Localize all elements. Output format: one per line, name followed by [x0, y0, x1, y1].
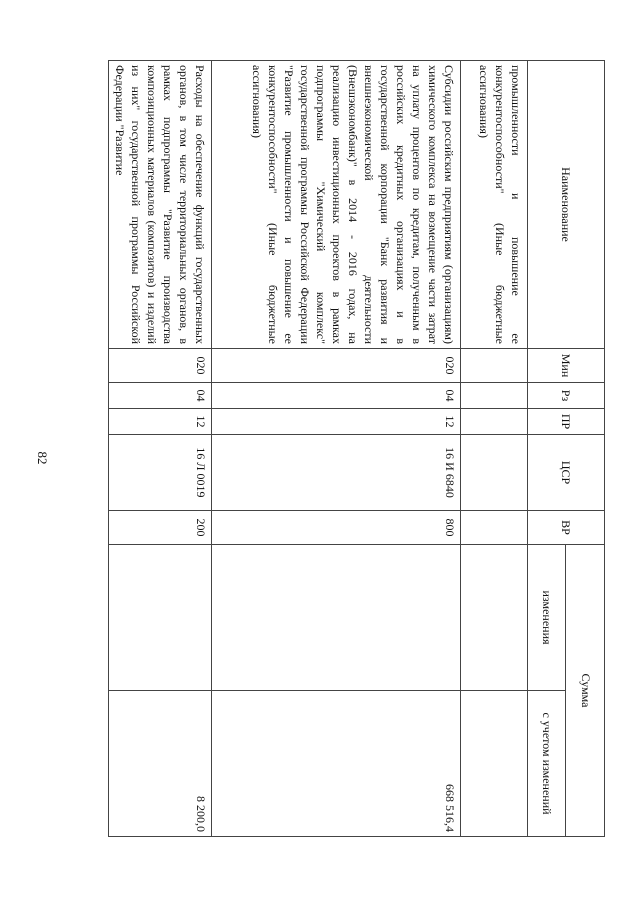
- row-name: промышленности и повышение ее конкурентоспособности" (Иные бюджетные ассигнования): [461, 61, 528, 349]
- header-rz: Рз: [528, 383, 605, 409]
- row-changes: [212, 545, 461, 691]
- header-csr: ЦСР: [528, 435, 605, 511]
- header-vr: ВР: [528, 511, 605, 545]
- row-min: 020: [212, 349, 461, 383]
- row-min: [461, 349, 528, 383]
- header-pr: ПР: [528, 409, 605, 435]
- row-pr: 12: [109, 409, 212, 435]
- row-with-changes: 8 200,0: [109, 691, 212, 837]
- table-row: [461, 61, 528, 837]
- row-rz: 04: [109, 383, 212, 409]
- rotated-table-container: [72, 60, 605, 836]
- row-rz: [461, 383, 528, 409]
- row-vr: [461, 511, 528, 545]
- header-min: Мин: [528, 349, 605, 383]
- row-csr: 16 И 6840: [212, 435, 461, 511]
- header-with-changes: с учетом изменений: [528, 691, 567, 837]
- row-pr: 12: [212, 409, 461, 435]
- row-csr: [461, 435, 528, 511]
- page-number: 82: [35, 451, 50, 465]
- row-with-changes: 668 516,4: [212, 691, 461, 837]
- table-row: [212, 61, 461, 837]
- row-with-changes: [461, 691, 528, 837]
- row-vr: 200: [109, 511, 212, 545]
- header-changes: изменения: [528, 545, 567, 691]
- row-vr: 800: [212, 511, 461, 545]
- row-name: Субсидии российским предприятиям (организациям) химического комплекса на возмещение части затрат на уплату процентов по кредитам, полученным в российских кредитных организациях и в государственной корпорации "Банк развития и внешнеэкономической деятельности (Внешэкономбанк)" в 2014 - 2016 годах, на реализацию инвестиционных проектов в рамках подпрограммы "Химический комплекс" государственной программы Российской Федерации "Развитие промышленности и повышение ее конкурентоспособности" (Иные бюджетные ассигнования): [212, 61, 461, 349]
- row-name: Расходы на обеспечение функций государственных органов, в том числе территориальных органов, в рамках подпрограммы "Развитие производства композиционных материалов (композитов) и изделий из них" государственной программы Российской Федерации "Развитие: [109, 61, 212, 349]
- row-pr: [461, 409, 528, 435]
- row-changes: [109, 545, 212, 691]
- header-sum: Сумма: [566, 545, 605, 837]
- row-min: 020: [109, 349, 212, 383]
- row-csr: 16 Л 0019: [109, 435, 212, 511]
- budget-table: [108, 60, 605, 837]
- header-name: Наименование: [528, 61, 605, 349]
- row-changes: [461, 545, 528, 691]
- row-rz: 04: [212, 383, 461, 409]
- table-row: [109, 61, 212, 837]
